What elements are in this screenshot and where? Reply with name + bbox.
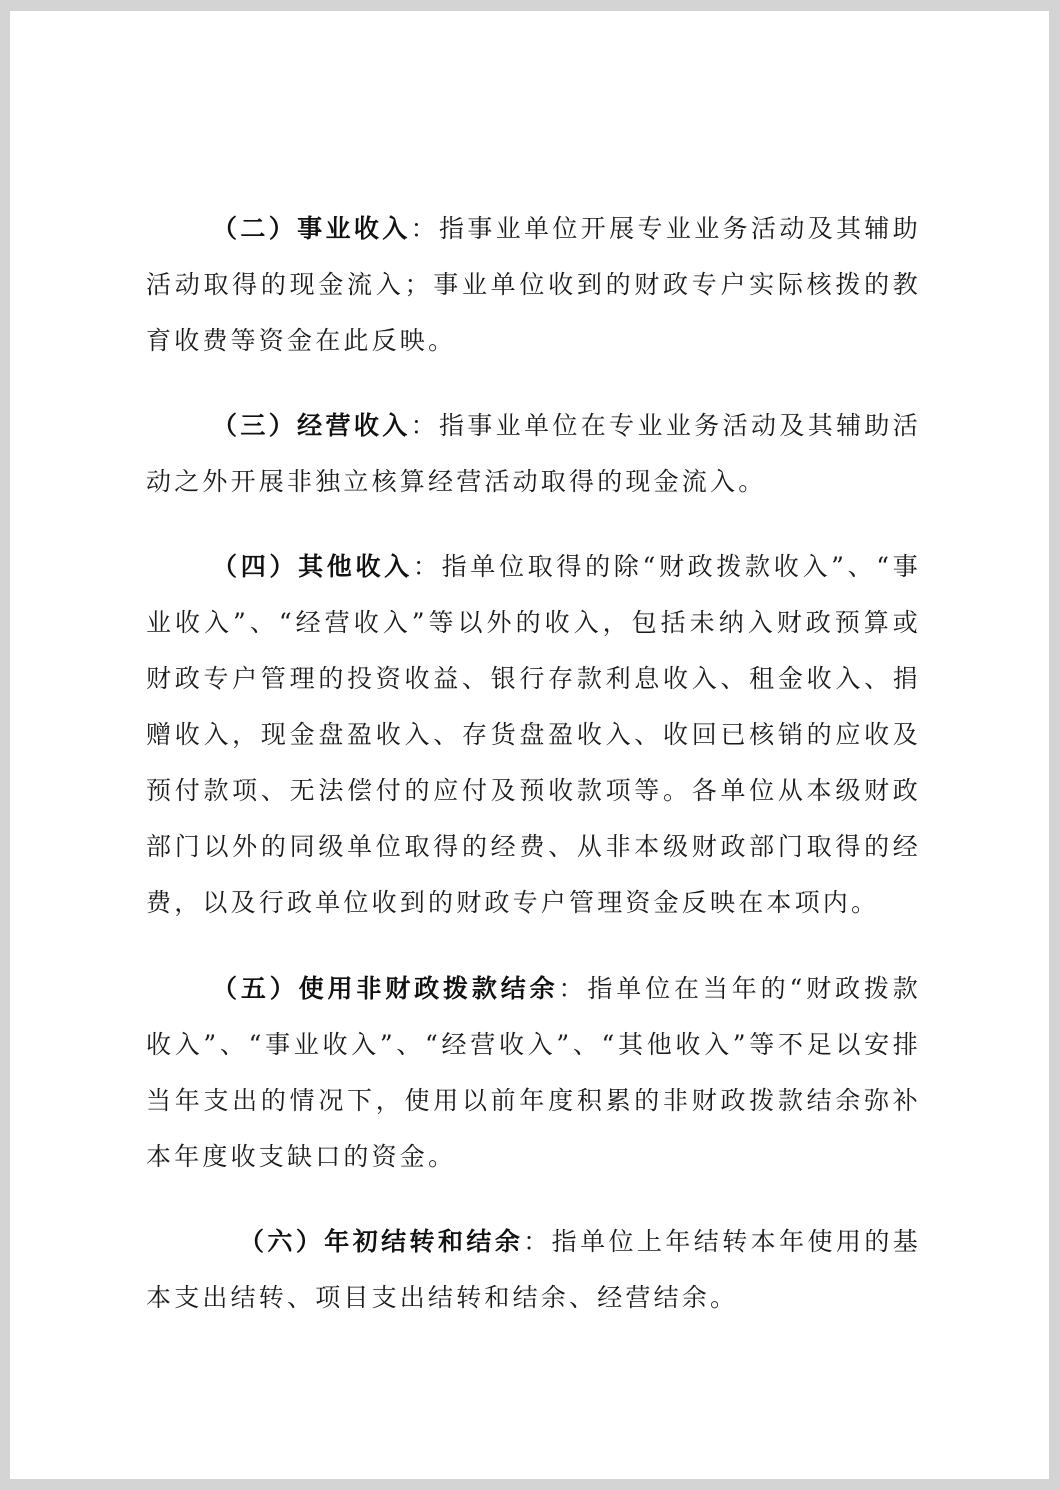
paragraph-heading: （二）事业收入 xyxy=(212,214,411,243)
paragraph-text: ：指单位在当年的“财政拨款收入”、“事业收入”、“经营收入”、“其他收入”等不足以安排当年支出的情况下，使用以前年度积累的非财政拨款结余弥补本年度收支缺口的资金。 xyxy=(146,974,921,1171)
paragraph-heading: （五）使用非财政拨款结余 xyxy=(212,974,559,1003)
paragraph-heading: （六）年初结转和结余 xyxy=(239,1227,524,1256)
document-body xyxy=(146,201,921,1326)
paragraph-non-fiscal-balance xyxy=(146,961,921,1185)
document-page xyxy=(10,11,1049,1479)
paragraph-operating-income xyxy=(146,398,921,510)
paragraph-spacer xyxy=(146,1185,921,1214)
paragraph-text: ：指事业单位开展专业业务活动及其辅助活动取得的现金流入；事业单位收到的财政专户实际核拨的教育收费等资金在此反映。 xyxy=(146,214,922,355)
paragraph-heading: （三）经营收入 xyxy=(212,411,411,440)
paragraph-carryover-balance xyxy=(146,1214,921,1326)
paragraph-text: ：指单位上年结转本年使用的基本支出结转、项目支出结转和结余、经营结余。 xyxy=(146,1227,921,1312)
paragraph-other-income xyxy=(146,539,921,931)
paragraph-spacer xyxy=(146,369,921,398)
paragraph-text: ：指事业单位在专业业务活动及其辅助活动之外开展非独立核算经营活动取得的现金流入。 xyxy=(146,411,922,496)
paragraph-business-income xyxy=(146,201,921,369)
paragraph-spacer xyxy=(146,931,921,961)
paragraph-text: ：指单位取得的除“财政拨款收入”、“事业收入”、“经营收入”等以外的收入，包括未纳入财政预算或财政专户管理的投资收益、银行存款利息收入、租金收入、捐赠收入，现金盘盈收入、存货盘盈收入、收回已核销的应收及预付款项、无法偿付的应付及预收款项等。各单位从本级财政部门以外的同级单位取得的经费、从非本级财政部门取得的经费，以及行政单位收到的财政专户管理资金反映在本项内。 xyxy=(146,552,921,917)
paragraph-heading: （四）其他收入 xyxy=(212,552,413,581)
paragraph-spacer xyxy=(146,510,921,539)
